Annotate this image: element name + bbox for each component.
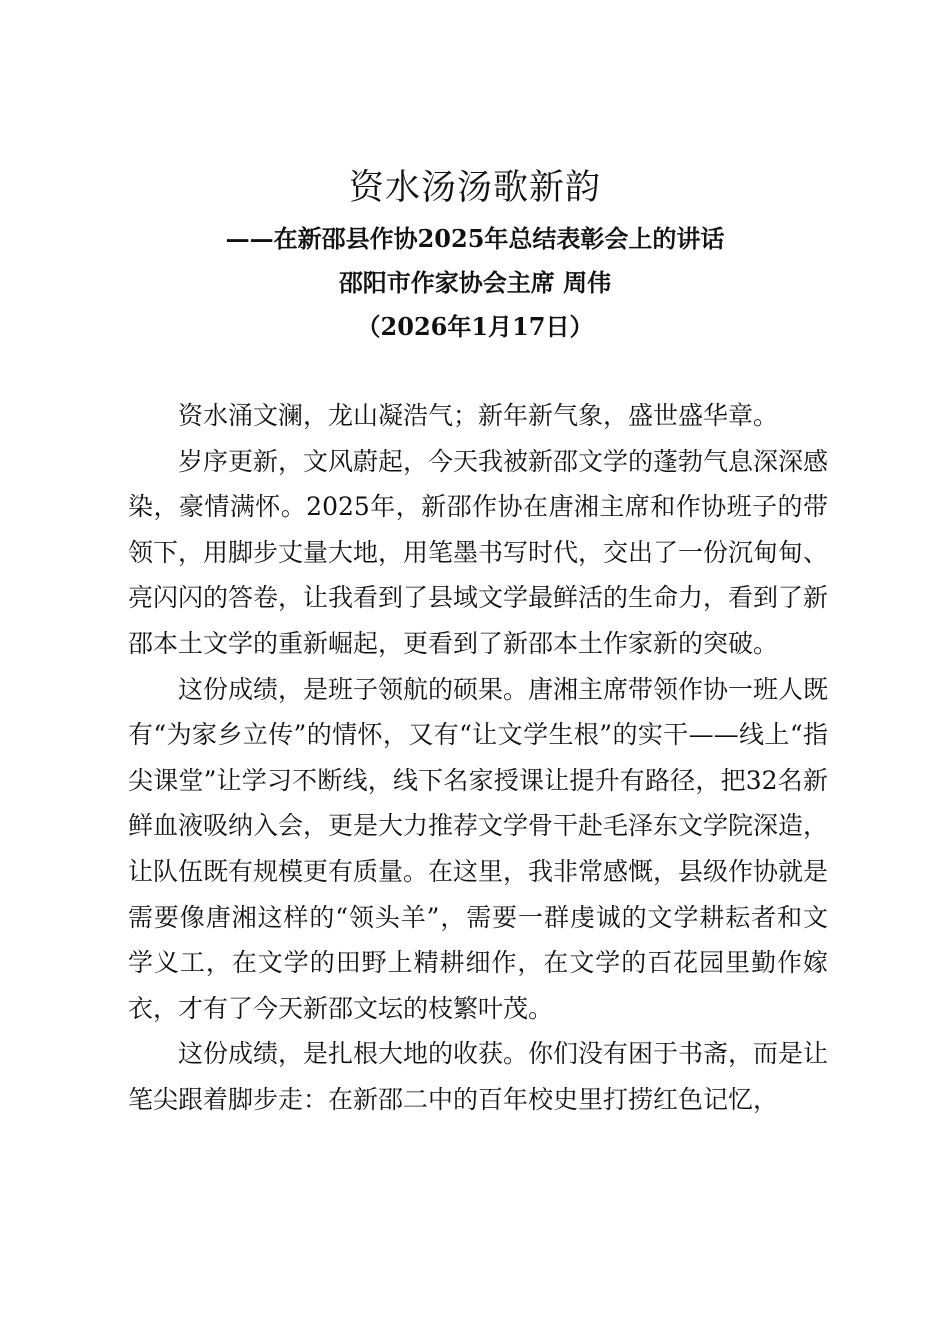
paragraph-4: 这份成绩，是扎根大地的收获。你们没有困于书斋，而是让笔尖跟着脚步走：在新邵二中的百年校史里打捞红色记忆， xyxy=(128,1039,829,1114)
document-title: 资水汤汤歌新韵 xyxy=(348,168,601,208)
title-block xyxy=(0,163,950,349)
paragraph-1: 资水涌文澜，龙山凝浩气；新年新气象，盛世盛华章。 xyxy=(178,401,779,430)
document-date: （2026年1月17日） xyxy=(356,312,594,341)
document-author: 邵阳市作家协会主席 周伟 xyxy=(338,268,612,297)
paragraph-3: 这份成绩，是班子领航的硕果。唐湘主席带领作协一班人既有“为家乡立传”的情怀，又有“让文学生根”的实干——线上“指尖课堂”让学习不断线，线下名家授课让提升有路径，把32名新鲜血液吸纳入会，更是大力推荐文学骨干赴毛泽东文学院深造，让队伍既有规模更有质量。在这里，我非常感慨，县级作协就是需要像唐湘这样的“领头羊”，需要一群虔诚的文学耕耘者和文学义工，在文学的田野上精耕细作，在文学的百花园里勤作嫁衣，才有了今天新邵文坛的枝繁叶茂。 xyxy=(128,674,829,1023)
paragraph-2: 岁序更新，文风蔚起，今天我被新邵文学的蓬勃气息深深感染，豪情满怀。2025年，新邵作协在唐湘主席和作协班子的带领下，用脚步丈量大地，用笔墨书写时代，交出了一份沉甸甸、亮闪闪的答卷，让我看到了县域文学最鲜活的生命力，看到了新邵本土文学的重新崛起，更看到了新邵本土作家新的突破。 xyxy=(128,446,829,658)
document-body xyxy=(128,393,828,1123)
document-subtitle: ——在新邵县作协2025年总结表彰会上的讲话 xyxy=(225,224,725,253)
